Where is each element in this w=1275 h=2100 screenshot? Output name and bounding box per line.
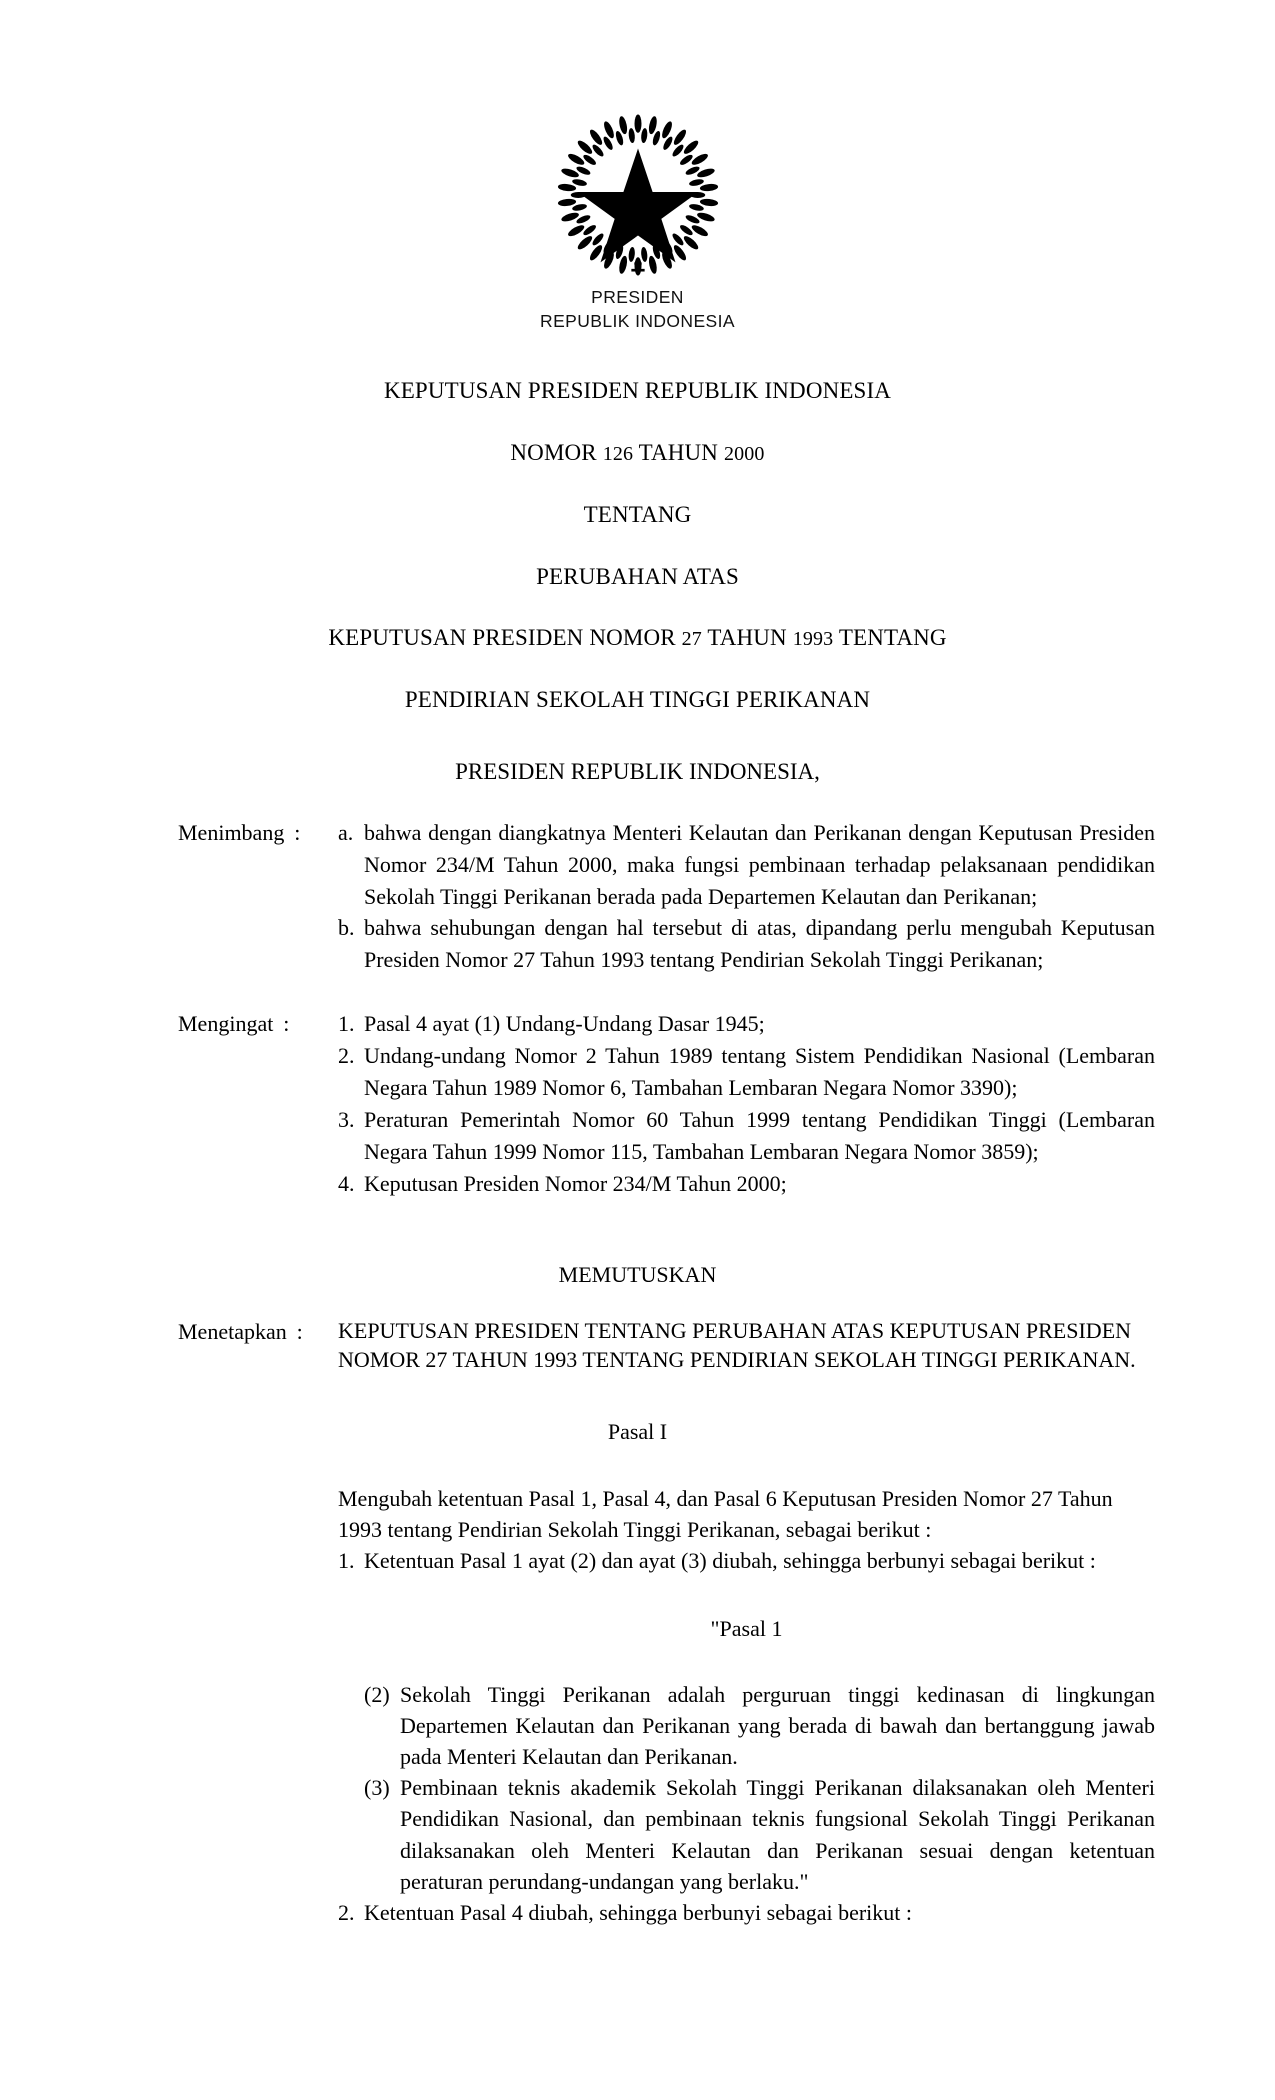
mengingat-clause: [0, 1008, 1275, 1199]
nomor-year: 2000: [723, 443, 765, 465]
item-text: Ketentuan Pasal 1 ayat (2) dan ayat (3) diubah, sehingga berbunyi sebagai berikut :: [364, 1548, 1096, 1574]
memutuskan-heading: MEMUTUSKAN: [558, 1261, 717, 1287]
ayat-list: [338, 1679, 1155, 1898]
list-item: [338, 1545, 1155, 1576]
title-line-1: KEPUTUSAN PRESIDEN REPUBLIK INDONESIA: [383, 378, 892, 404]
title-line-perubahan-atas: PERUBAHAN ATAS: [536, 563, 739, 589]
item-text: bahwa sehubungan dengan hal tersebut di atas, dipandang perlu mengubah Keputusan Presiden Nomor 27 Tahun 1993 tentang Pendirian Sekolah Tinggi Perikanan;: [364, 915, 1155, 973]
pasal-i-body: [0, 1483, 1275, 1928]
title-line-pendirian: PENDIRIAN SEKOLAH TINGGI PERIKANAN: [404, 687, 871, 712]
menetapkan-label: [178, 1316, 338, 1375]
item-text: Pembinaan teknis akademik Sekolah Tinggi Perikanan dilaksanakan oleh Menteri Pendidikan Nasional, dan pembinaan teknis fungsional Sekolah Tinggi Perikanan dilaksanakan oleh Menteri Kelautan dan Perikanan sesuai dengan ketentuan peraturan perundang-undangan yang berlaku.": [400, 1775, 1155, 1894]
masthead: [0, 0, 1275, 333]
ref-year: 1993: [792, 628, 834, 651]
list-item: [338, 1008, 1155, 1040]
pasal-i-heading: Pasal I: [607, 1418, 668, 1444]
menimbang-label: [178, 817, 338, 976]
title-line-tentang: TENTANG: [583, 501, 692, 527]
item-marker: 2.: [338, 1043, 355, 1069]
menimbang-clause: [0, 817, 1275, 976]
quoted-pasal-1-heading: "Pasal 1: [710, 1615, 783, 1641]
item-text: bahwa dengan diangkatnya Menteri Kelautan dan Perikanan dengan Keputusan Presiden Nomor 234/M Tahun 2000, maka fungsi pembinaan terhadap pelaksanaan pendidikan Sekolah Tinggi Perikanan berada pada Departemen Kelautan dan Perikanan;: [364, 819, 1155, 909]
authority-line: PRESIDEN REPUBLIK INDONESIA,: [455, 758, 820, 784]
title-line-keputusan-ref: [0, 624, 1275, 653]
menimbang-colon: :: [294, 819, 301, 845]
list-item: [338, 817, 1155, 913]
nomor-value: 126: [602, 443, 634, 465]
item-marker: a.: [338, 819, 354, 845]
title-block: [0, 377, 1275, 715]
menetapkan-clause: [0, 1316, 1275, 1375]
menimbang-label-text: Menimbang: [178, 819, 285, 845]
pasal-i-intro: Mengubah ketentuan Pasal 1, Pasal 4, dan Pasal 6 Keputusan Presiden Nomor 27 Tahun 1993 tentang Pendirian Sekolah Tinggi Perikanan, sebagai berikut :: [338, 1485, 1113, 1543]
ref-suffix: TENTANG: [833, 625, 947, 651]
item-text: Sekolah Tinggi Perikanan adalah perguruan tinggi kedinasan di lingkungan Departemen Kelautan dan Perikanan yang berada di bawah dan bertanggung jawab pada Menteri Kelautan dan Perikanan.: [400, 1681, 1155, 1769]
item-marker: 1.: [338, 1548, 355, 1574]
ref-mid: TAHUN: [701, 625, 793, 651]
nomor-mid: TAHUN: [633, 440, 724, 465]
item-text: Pasal 4 ayat (1) Undang-Undang Dasar 1945;: [364, 1011, 765, 1037]
mengingat-colon: :: [283, 1011, 290, 1037]
item-marker: 4.: [338, 1170, 355, 1196]
masthead-line-republik-indonesia: REPUBLIK INDONESIA: [540, 310, 735, 331]
list-item: [338, 912, 1155, 976]
ref-number: 27: [681, 628, 702, 651]
menetapkan-label-text: Menetapkan: [178, 1318, 287, 1344]
item-text: Undang-undang Nomor 2 Tahun 1989 tentang Sistem Pendidikan Nasional (Lembaran Negara Tahun 1989 Nomor 6, Tambahan Lembaran Negara Nomor 3390);: [364, 1043, 1155, 1100]
menimbang-body: [338, 817, 1155, 976]
item-marker: (3): [364, 1775, 390, 1801]
list-item: [338, 1104, 1155, 1168]
ref-prefix: KEPUTUSAN PRESIDEN NOMOR: [328, 625, 682, 651]
mengingat-label: [178, 1008, 338, 1199]
item-text: Ketentuan Pasal 4 diubah, sehingga berbunyi sebagai berikut :: [364, 1900, 913, 1926]
list-item: [364, 1679, 1155, 1773]
list-item: [338, 1040, 1155, 1104]
item-marker: b.: [338, 915, 355, 941]
item-text: Peraturan Pemerintah Nomor 60 Tahun 1999 tentang Pendidikan Tinggi (Lembaran Negara Tahun 1999 Nomor 115, Tambahan Lembaran Negara Nomor 3859);: [364, 1106, 1155, 1164]
garuda-star-wreath-emblem: [555, 112, 721, 278]
mengingat-label-text: Mengingat: [178, 1011, 274, 1037]
nomor-prefix: NOMOR: [510, 440, 603, 465]
item-text: Keputusan Presiden Nomor 234/M Tahun 2000;: [364, 1170, 787, 1196]
title-line-nomor: [0, 439, 1275, 468]
list-item: [364, 1772, 1155, 1897]
masthead-lines: [0, 286, 1275, 333]
list-item: [338, 1897, 1155, 1928]
list-item: [338, 1168, 1155, 1200]
menetapkan-colon: :: [296, 1318, 303, 1344]
item-marker: 3.: [338, 1106, 355, 1132]
item-marker: 2.: [338, 1900, 355, 1926]
item-marker: (2): [364, 1681, 390, 1707]
mengingat-body: [338, 1008, 1155, 1199]
masthead-line-presiden: PRESIDEN: [591, 287, 684, 307]
menetapkan-text: KEPUTUSAN PRESIDEN TENTANG PERUBAHAN ATAS KEPUTUSAN PRESIDEN NOMOR 27 TAHUN 1993 TENTANG PENDIRIAN SEKOLAH TINGGI PERIKANAN.: [338, 1317, 1136, 1373]
item-marker: 1.: [338, 1011, 355, 1037]
